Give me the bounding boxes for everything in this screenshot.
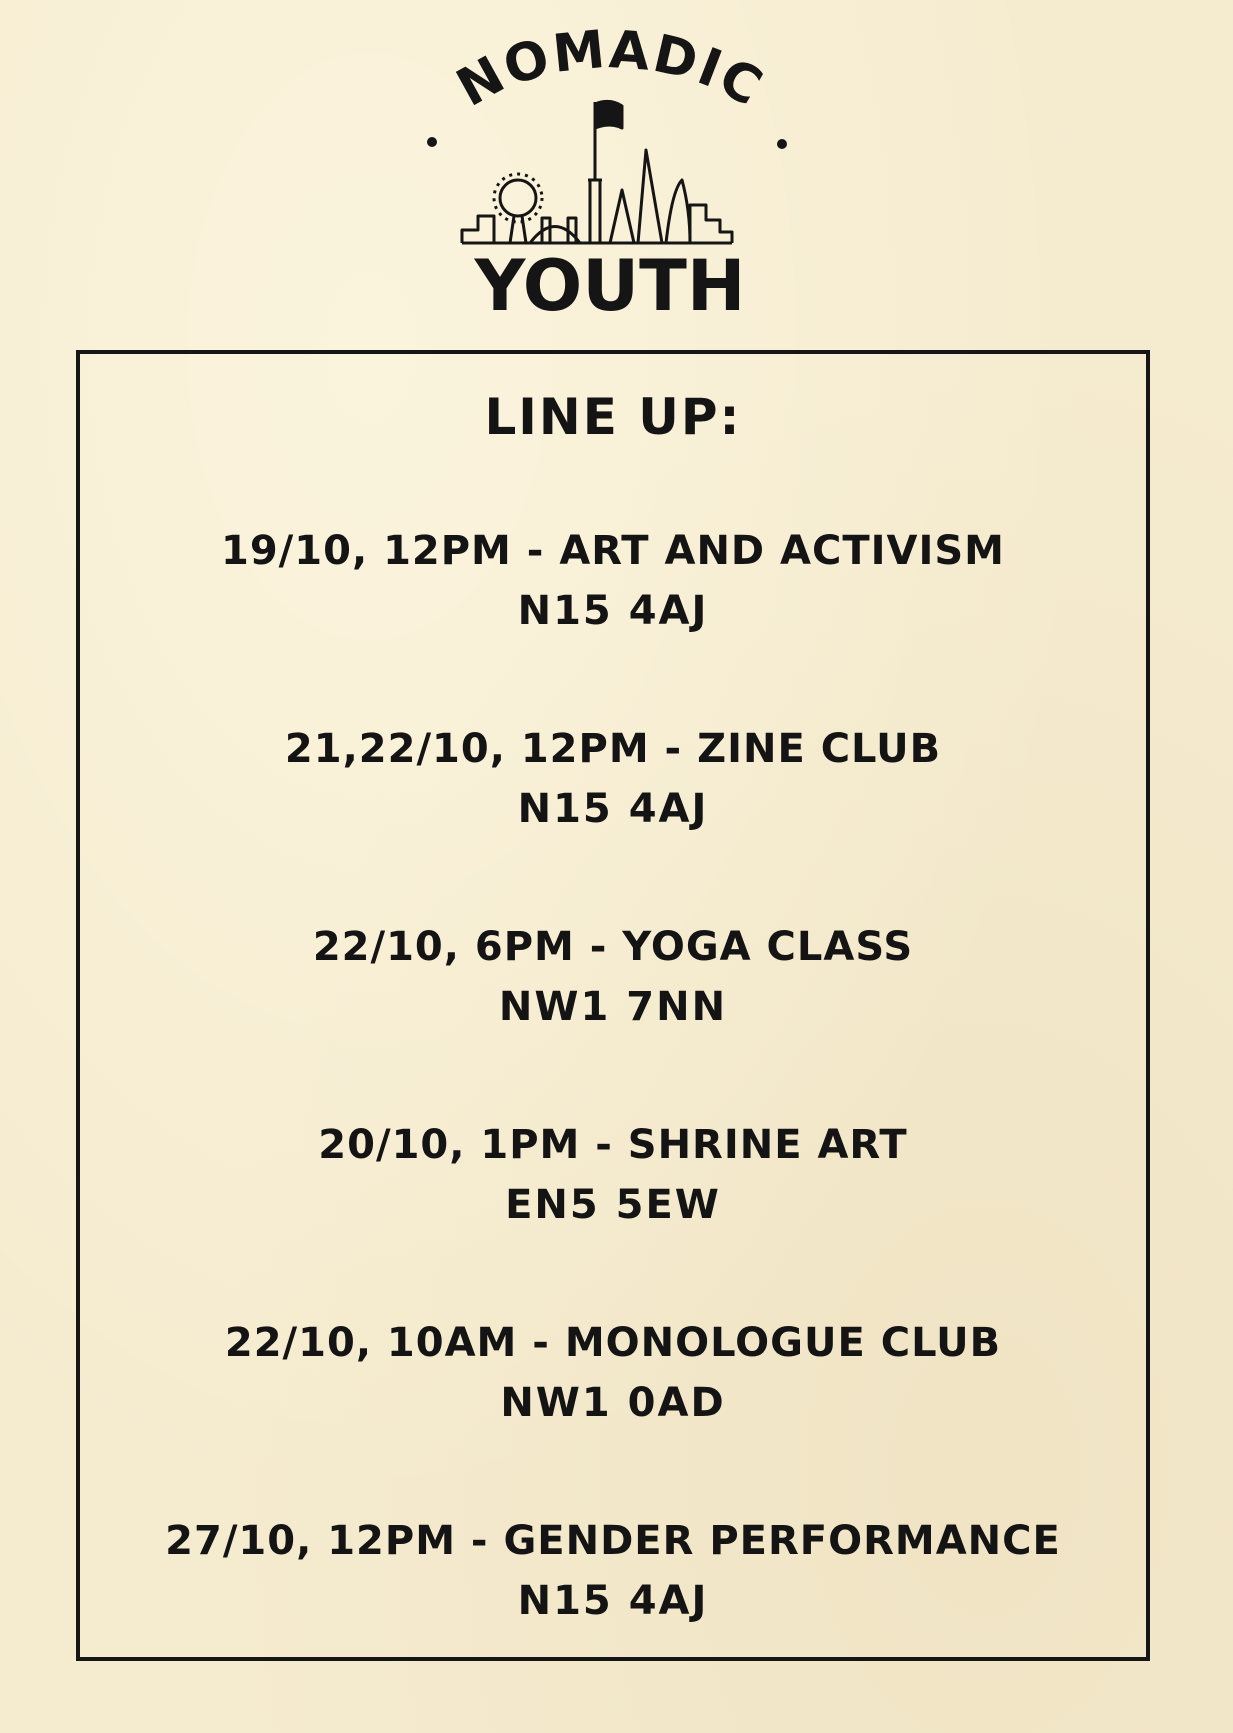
event-item <box>80 1116 1146 1314</box>
event-title: 22/10, 10AM - MONOLOGUE CLUB <box>224 1320 1002 1366</box>
logo-graphic <box>410 19 810 330</box>
event-postcode: EN5 5EW <box>505 1182 721 1228</box>
nomadic-youth-logo <box>410 19 810 330</box>
event-item <box>80 720 1146 918</box>
logo-arc-text: NOMADIC <box>447 19 774 120</box>
logo-dot-left <box>427 137 437 147</box>
event-postcode: NW1 7NN <box>498 984 728 1030</box>
event-postcode: N15 4AJ <box>517 1578 709 1624</box>
event-title: 27/10, 12PM - GENDER PERFORMANCE <box>165 1518 1061 1564</box>
event-item <box>80 1512 1146 1710</box>
event-title: 21,22/10, 12PM - ZINE CLUB <box>284 726 942 772</box>
city-skyline-with-flag-icon <box>462 101 732 243</box>
event-postcode: N15 4AJ <box>517 786 709 832</box>
lineup-heading: LINE UP: <box>484 388 742 446</box>
event-item <box>80 522 1146 720</box>
event-item <box>80 918 1146 1116</box>
event-item <box>80 1314 1146 1512</box>
logo-bottom-text: YOUTH <box>474 245 746 327</box>
lineup-box <box>76 350 1150 1661</box>
event-title: 22/10, 6PM - YOGA CLASS <box>312 924 914 970</box>
event-postcode: N15 4AJ <box>517 588 709 634</box>
event-title: 19/10, 12PM - ART AND ACTIVISM <box>221 528 1005 574</box>
logo-dot-right <box>777 139 787 149</box>
event-list <box>80 522 1146 1710</box>
event-postcode: NW1 0AD <box>500 1380 726 1426</box>
event-title: 20/10, 1PM - SHRINE ART <box>318 1122 908 1168</box>
